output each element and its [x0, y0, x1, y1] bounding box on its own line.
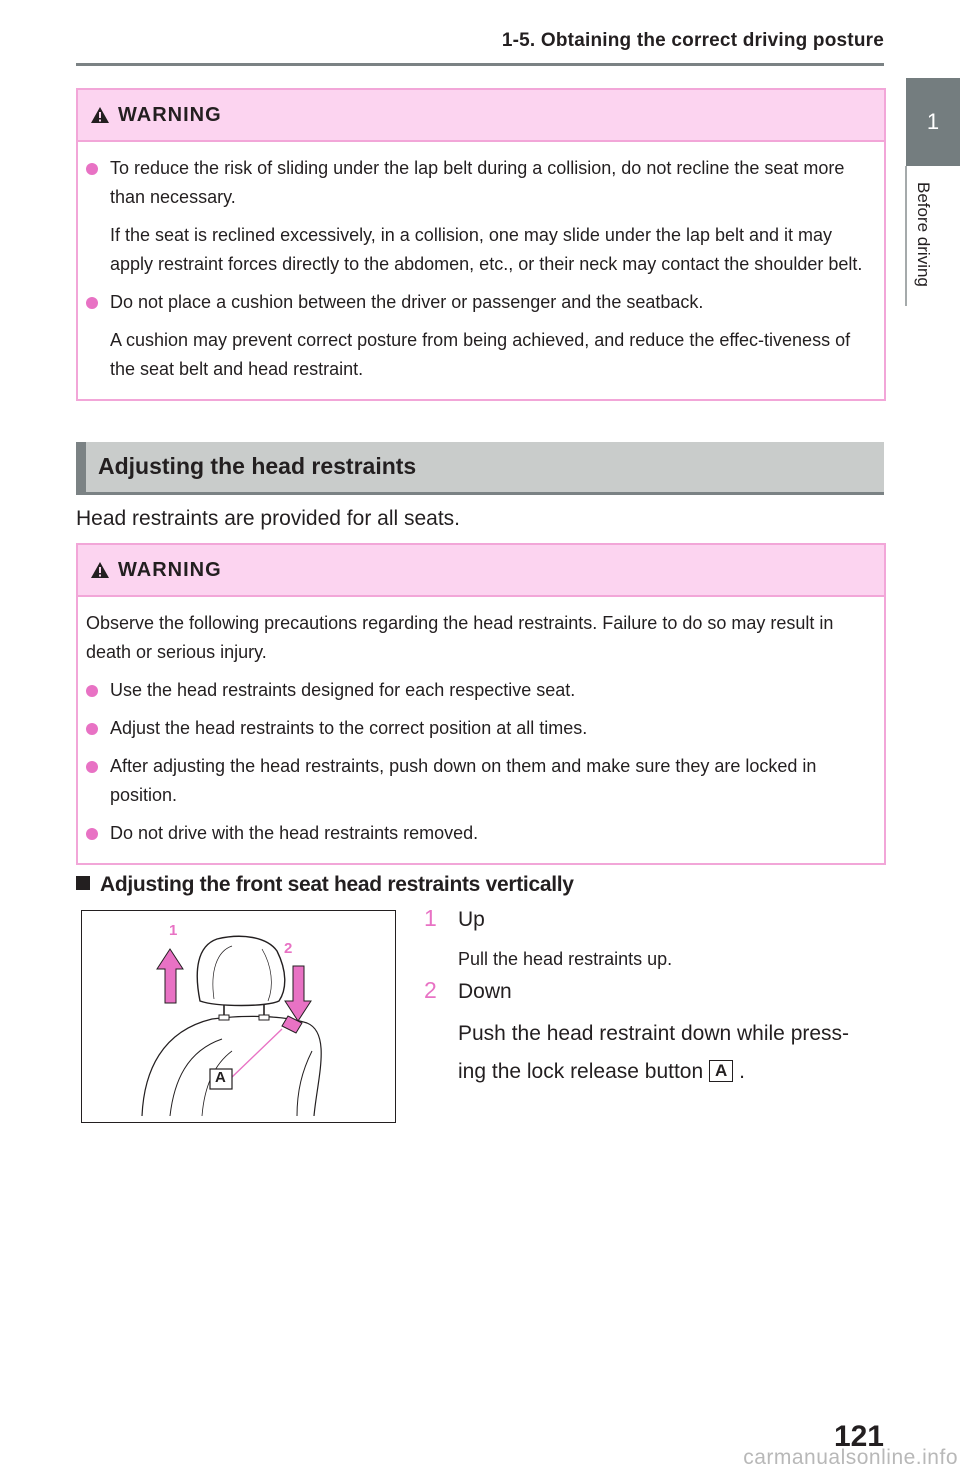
section-intro: Head restraints are provided for all seats.: [76, 507, 461, 530]
step-description-end: .: [739, 1060, 745, 1083]
warning-box-head-restraints: [76, 543, 886, 865]
step-description-text: Push the head restraint down while press-ing the lock release button: [458, 1022, 850, 1083]
head-restraint-illustration: [81, 910, 396, 1123]
warning-explanation: If the seat is reclined excessively, in a collision, one may slide under the lap belt and it may apply restraint forces directly to the abdomen, etc., or their neck may contact the shoulder belt.: [110, 225, 863, 274]
warning-bullet: To reduce the risk of sliding under the lap belt during a collision, do not recline the seat more than necessary.: [86, 154, 872, 212]
watermark: carmanualsonline.info: [743, 1446, 958, 1469]
side-rule: [905, 166, 907, 306]
section-header-title: 1-5. Obtaining the correct driving posture: [501, 30, 884, 51]
square-bullet-icon: [76, 876, 90, 890]
figure-label-a: A: [215, 1069, 226, 1086]
warning-bullet: Do not place a cushion between the driver or passenger and the seatback.: [86, 288, 872, 317]
warning-heading: WARNING: [118, 103, 222, 126]
head-restraint-drawing: [82, 911, 395, 1122]
warning-triangle-icon: [90, 106, 110, 124]
warning-triangle-icon: [90, 561, 110, 579]
step-description: [458, 1015, 868, 1091]
warning-bullet: Adjust the head restraints to the correct position at all times.: [86, 714, 872, 743]
step-description: Pull the head restraints up.: [458, 949, 673, 969]
step-label: Down: [458, 980, 512, 1003]
warning-bullet: Do not drive with the head restraints removed.: [86, 819, 872, 848]
header-rule: [76, 63, 884, 66]
figure-label-2: 2: [284, 940, 293, 957]
chapter-side-label: Before driving: [914, 182, 933, 287]
subsection-heading: [76, 873, 574, 897]
warning-header: [78, 545, 884, 597]
section-heading-bar: [76, 442, 884, 495]
section-accent: [76, 442, 86, 495]
subsection-title: Adjusting the front seat head restraints vertically: [100, 873, 574, 896]
step-2: [424, 977, 512, 1004]
page-number: 121: [833, 1420, 884, 1453]
chapter-tab: [906, 78, 960, 166]
section-title: Adjusting the head restraints: [98, 453, 417, 479]
warning-bullet: After adjusting the head restraints, push down on them and make sure they are locked in position.: [86, 752, 872, 810]
step-number: 1: [424, 905, 437, 931]
warning-header: [78, 90, 884, 142]
callout-box-a: A: [709, 1060, 733, 1082]
warning-body: [78, 142, 884, 399]
warning-explanation: A cushion may prevent correct posture from being achieved, and reduce the effec-tiveness of the seat belt and head restraint.: [110, 330, 851, 379]
step-label: Up: [458, 908, 485, 931]
step-number: 2: [424, 977, 437, 1003]
warning-heading: WARNING: [118, 558, 222, 581]
warning-bullet: Use the head restraints designed for each respective seat.: [86, 676, 872, 705]
figure-label-1: 1: [169, 922, 178, 939]
chapter-tab-number: 1: [926, 109, 940, 134]
step-1: [424, 905, 485, 932]
warning-box-posture: [76, 88, 886, 401]
warning-body: [78, 597, 884, 863]
warning-intro: Observe the following precautions regarding the head restraints. Failure to do so may result in death or serious injury.: [86, 613, 834, 662]
